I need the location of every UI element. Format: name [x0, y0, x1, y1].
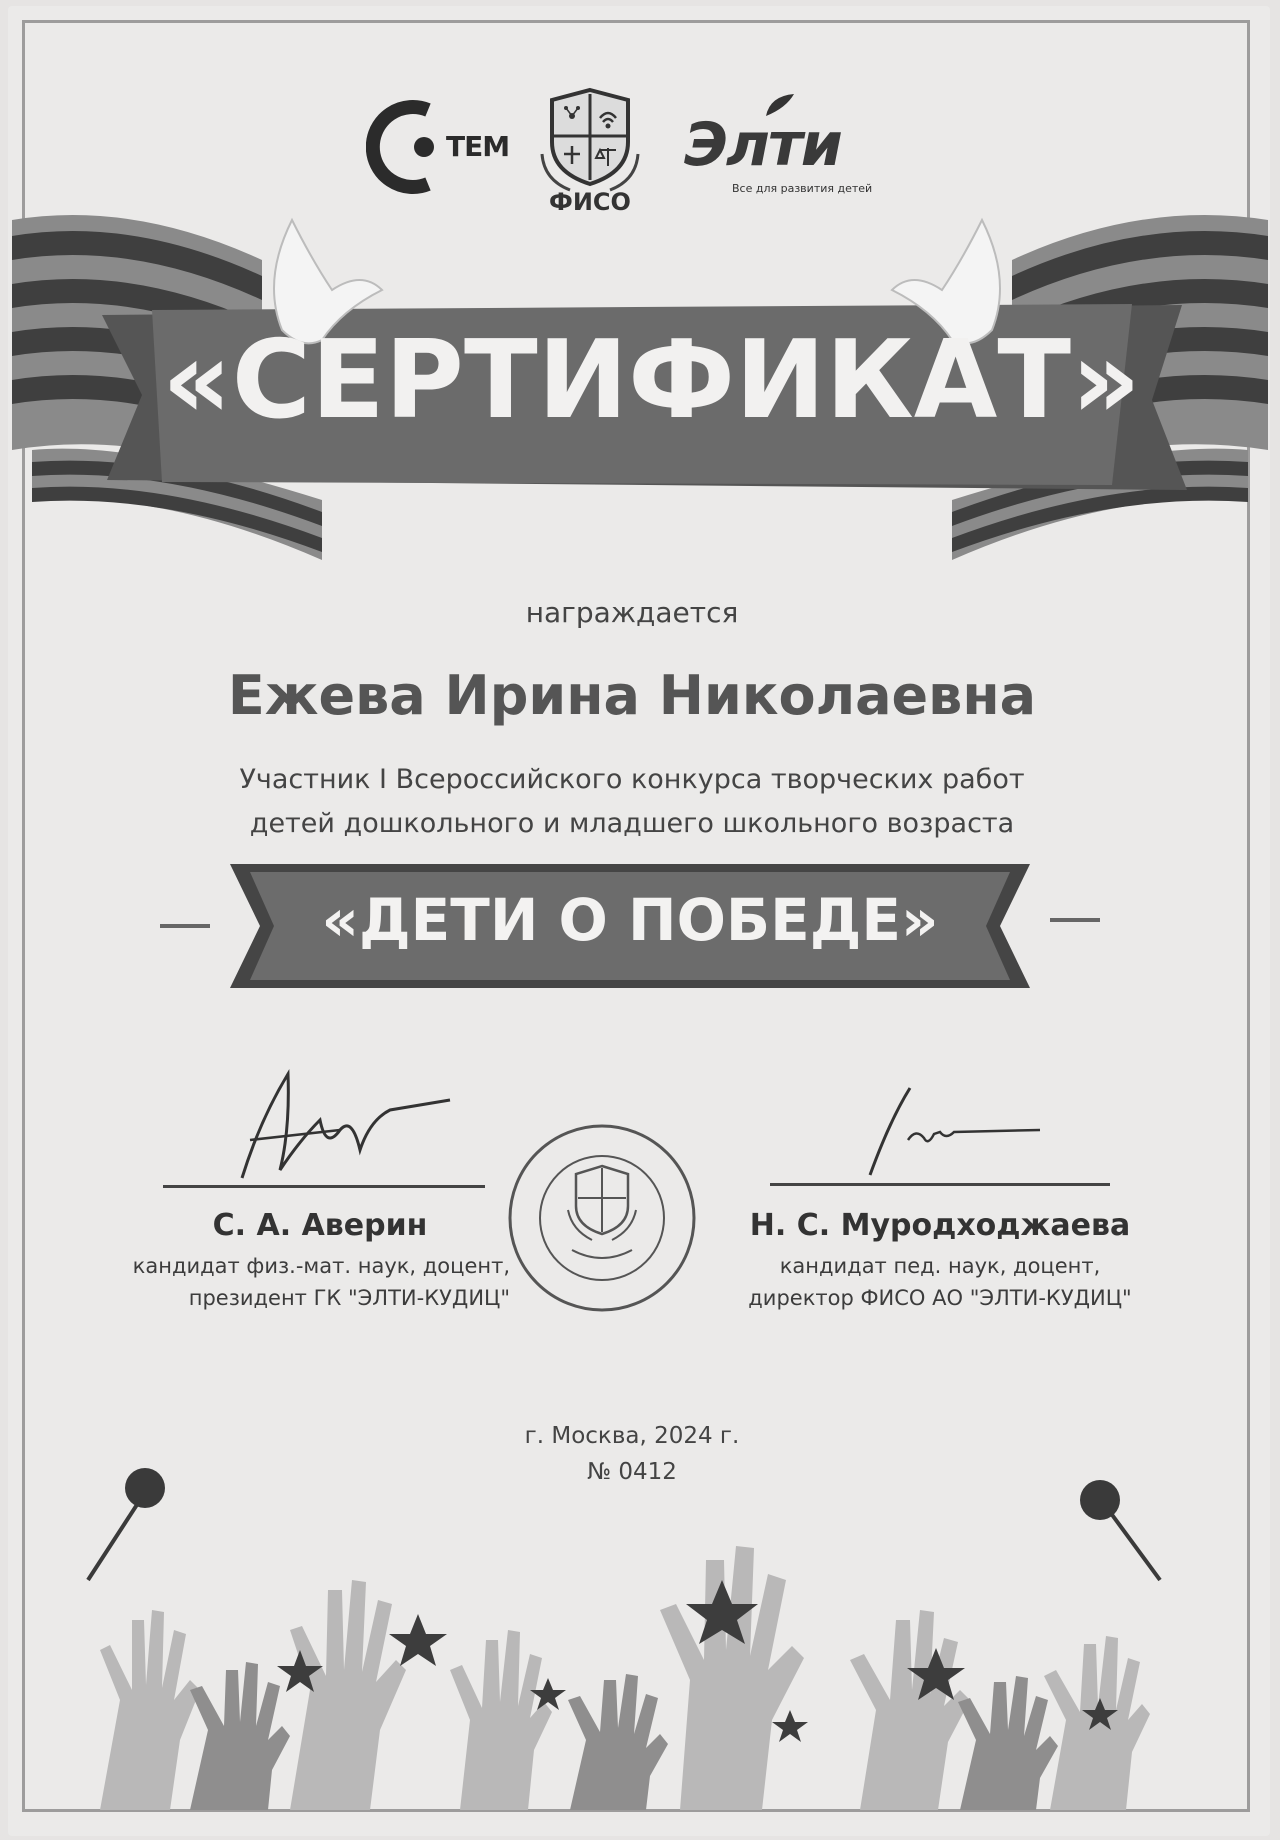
left-signature-line: [163, 1185, 485, 1188]
elti-logo: [680, 90, 900, 200]
left-carnation: [88, 1468, 165, 1580]
left-signatory-name: С. А. Аверин: [212, 1208, 428, 1243]
stem-logo-text: ТЕМ: [446, 130, 510, 163]
recipient-name: Ежева Ирина Николаевна: [227, 664, 1037, 727]
official-seal: [502, 1118, 702, 1318]
elti-logo-text: Элти: [684, 110, 841, 180]
issue-place-year: г. Москва, 2024 г.: [524, 1423, 740, 1449]
stem-logo: [366, 92, 510, 202]
certificate-title: «СЕРТИФИКАТ»: [162, 318, 1141, 443]
description-line-2: детей дошкольного и младшего школьного возраста: [249, 808, 1015, 839]
right-carnation: [1080, 1480, 1160, 1580]
award-description: [0, 758, 1264, 846]
right-signatory-title: кандидат пед. наук, доцент, директор ФИСО АО "ЭЛТИ-КУДИЦ": [748, 1254, 1132, 1310]
certificate-number: № 0412: [587, 1459, 677, 1485]
hands-decoration: [40, 1450, 1240, 1810]
right-signatory-name: Н. С. Муродходжаева: [749, 1208, 1131, 1243]
left-signatory-title: кандидат физ.-мат. наук, доцент, президент ГК "ЭЛТИ-КУДИЦ": [132, 1254, 510, 1310]
fiso-logo-text: ФИСО: [549, 188, 631, 216]
title-ribbon: [12, 200, 1268, 600]
awarded-label: награждается: [525, 596, 739, 629]
elti-tagline: Все для развития детей: [732, 182, 873, 195]
right-signature-line: [770, 1183, 1110, 1186]
contest-banner: [150, 854, 1110, 994]
contest-title: «ДЕТИ О ПОБЕДЕ»: [321, 886, 939, 954]
left-signature: [230, 1060, 470, 1190]
right-signature: [850, 1080, 1050, 1180]
description-line-1: Участник I Всероссийского конкурса творческих работ: [239, 764, 1025, 795]
